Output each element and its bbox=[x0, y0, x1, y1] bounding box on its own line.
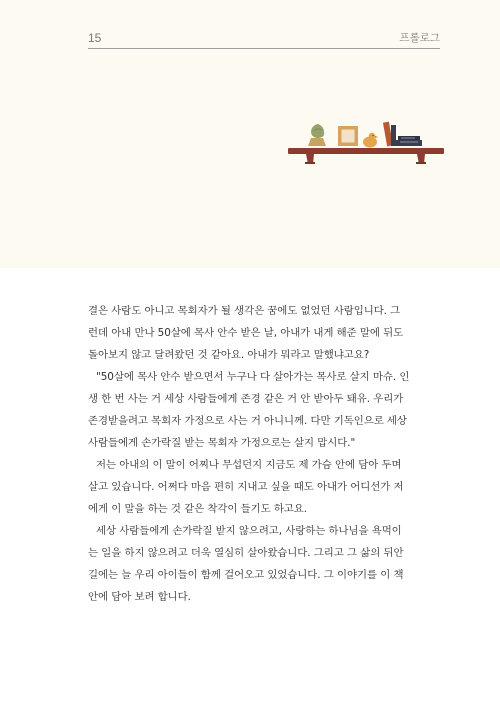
bookshelf-illustration bbox=[286, 118, 446, 170]
header-divider bbox=[88, 48, 440, 49]
prologue-body bbox=[88, 300, 440, 608]
quote-line: 존경받을려고 목회자 가정으로 사는 거 아니니께. 다만 기독인으로 세상 bbox=[88, 415, 407, 427]
text-line: 살고 있습니다. 어쩌다 마음 편히 지내고 싶을 때도 아내가 어디선가 저 bbox=[88, 481, 404, 493]
text-line: 안에 담아 보려 합니다. bbox=[88, 591, 191, 603]
page-number: 15 bbox=[88, 31, 102, 45]
text-line: 길에는 늘 우리 아이들이 함께 걸어오고 있었습니다. 그 이야기를 이 책 bbox=[88, 569, 404, 581]
text-line: 세상 사람들에게 손가락질 받지 않으려고, 사랑하는 하나님을 욕먹이 bbox=[96, 525, 402, 537]
text-line: 결은 사람도 아니고 목회자가 될 생각은 꿈에도 없었던 사람입니다. 그 bbox=[88, 305, 401, 317]
text-line: 돌아보지 않고 달려왔던 것 같아요. 아내가 뭐라고 말했냐고요? bbox=[88, 349, 370, 361]
quote-line: "50살에 목사 안수 받으면서 누구나 다 살아가는 목사로 살지 마슈. 인 bbox=[96, 371, 410, 383]
chapter-title: 프롤로그 bbox=[399, 32, 440, 44]
text-line: 에게 이 말을 하는 것 같은 착각이 들기도 하고요. bbox=[88, 503, 308, 515]
text-line: 런데 아내 만나 50살에 목사 안수 받은 날, 아내가 내게 해준 말에 뒤도 bbox=[88, 327, 404, 339]
quote-line: 사람들에게 손가락질 받는 목회자 가정으로는 살지 맙시다." bbox=[88, 437, 356, 449]
quote-line: 생 한 번 사는 거 세상 사람들에게 존경 같은 거 안 받아두 돼유. 우리가 bbox=[88, 393, 404, 405]
text-line: 저는 아내의 이 말이 어찌나 무섭던지 지금도 제 가슴 안에 담아 두며 bbox=[96, 459, 402, 471]
text-line: 는 일을 하지 않으려고 더욱 열심히 살아왔습니다. 그리고 그 삶의 뒤안 bbox=[88, 547, 404, 559]
